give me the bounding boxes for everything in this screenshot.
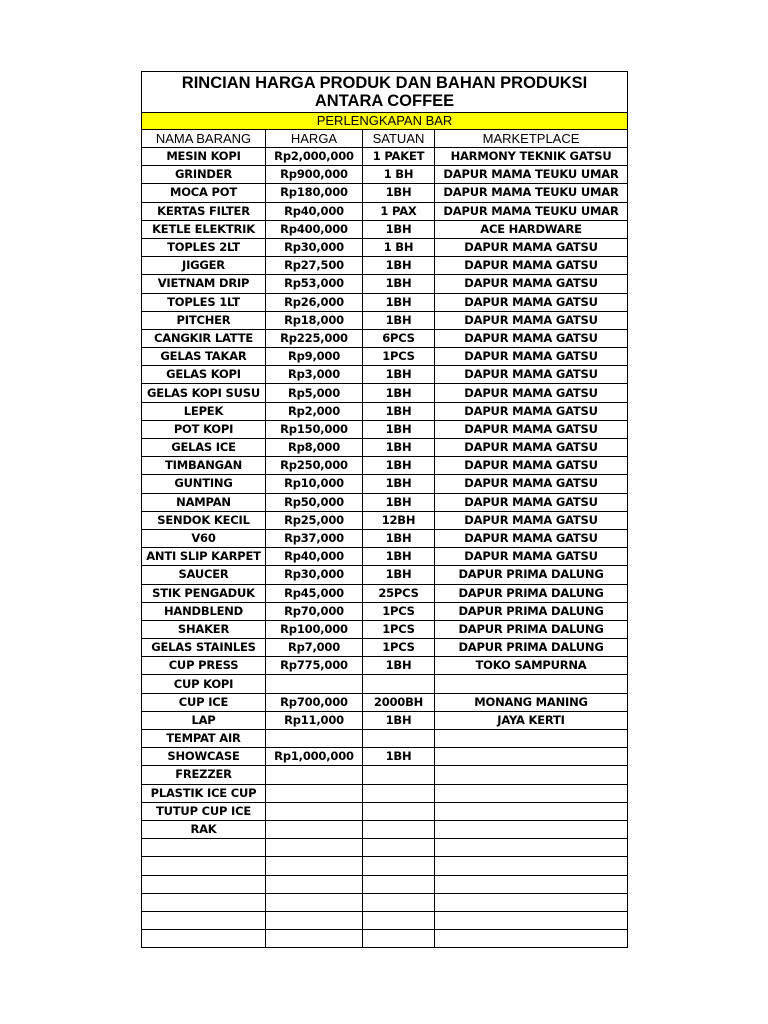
marketplace-cell: DAPUR MAMA GATSU xyxy=(435,366,628,384)
table-row xyxy=(142,475,628,493)
marketplace-cell: JAYA KERTI xyxy=(435,711,628,729)
col-header-marketplace: MARKETPLACE xyxy=(435,130,628,148)
item-name-cell: TUTUP CUP ICE xyxy=(142,802,266,820)
unit-cell xyxy=(363,802,435,820)
unit-cell: 1BH xyxy=(363,457,435,475)
section-header: PERLENGKAPAN BAR xyxy=(142,113,628,130)
price-cell: Rp11,000 xyxy=(266,711,363,729)
price-cell: Rp5,000 xyxy=(266,384,363,402)
table-row xyxy=(142,311,628,329)
item-name-cell: SHAKER xyxy=(142,620,266,638)
marketplace-cell: DAPUR MAMA TEUKU UMAR xyxy=(435,184,628,202)
unit-cell: 1BH xyxy=(363,529,435,547)
price-cell: Rp9,000 xyxy=(266,348,363,366)
price-cell: Rp180,000 xyxy=(266,184,363,202)
marketplace-cell: MONANG MANING xyxy=(435,693,628,711)
item-name-cell xyxy=(142,857,266,875)
item-name-cell: GRINDER xyxy=(142,166,266,184)
marketplace-cell: DAPUR MAMA GATSU xyxy=(435,493,628,511)
unit-cell: 1BH xyxy=(363,493,435,511)
marketplace-cell xyxy=(435,911,628,929)
unit-cell: 12BH xyxy=(363,511,435,529)
marketplace-cell: ACE HARDWARE xyxy=(435,220,628,238)
table-row xyxy=(142,839,628,857)
col-header-satuan: SATUAN xyxy=(363,130,435,148)
table-row xyxy=(142,820,628,838)
table-row xyxy=(142,420,628,438)
item-name-cell: GELAS KOPI SUSU xyxy=(142,384,266,402)
col-header-harga: HARGA xyxy=(266,130,363,148)
item-name-cell xyxy=(142,930,266,948)
item-name-cell: RAK xyxy=(142,820,266,838)
unit-cell: 1BH xyxy=(363,311,435,329)
item-name-cell: VIETNAM DRIP xyxy=(142,275,266,293)
unit-cell: 1BH xyxy=(363,384,435,402)
price-cell: Rp10,000 xyxy=(266,475,363,493)
table-row xyxy=(142,620,628,638)
price-cell: Rp150,000 xyxy=(266,420,363,438)
table-row xyxy=(142,748,628,766)
item-name-cell: V60 xyxy=(142,529,266,547)
marketplace-cell: TOKO SAMPURNA xyxy=(435,657,628,675)
unit-cell: 1BH xyxy=(363,548,435,566)
marketplace-cell xyxy=(435,820,628,838)
title-line-1: RINCIAN HARGA PRODUK DAN BAHAN PRODUKSI xyxy=(181,74,588,92)
item-name-cell xyxy=(142,893,266,911)
table-row xyxy=(142,293,628,311)
item-name-cell: GUNTING xyxy=(142,475,266,493)
table-row xyxy=(142,329,628,347)
marketplace-cell: DAPUR MAMA GATSU xyxy=(435,384,628,402)
unit-cell: 1PCS xyxy=(363,620,435,638)
unit-cell: 1BH xyxy=(363,366,435,384)
table-row xyxy=(142,257,628,275)
table-row xyxy=(142,602,628,620)
unit-cell: 1 PAX xyxy=(363,202,435,220)
price-cell xyxy=(266,820,363,838)
unit-cell: 1BH xyxy=(363,475,435,493)
price-cell: Rp250,000 xyxy=(266,457,363,475)
price-cell xyxy=(266,802,363,820)
marketplace-cell: DAPUR MAMA GATSU xyxy=(435,439,628,457)
table-row xyxy=(142,348,628,366)
unit-cell xyxy=(363,839,435,857)
table-row xyxy=(142,893,628,911)
marketplace-cell: DAPUR PRIMA DALUNG xyxy=(435,639,628,657)
marketplace-cell xyxy=(435,893,628,911)
unit-cell: 1 BH xyxy=(363,166,435,184)
price-cell: Rp3,000 xyxy=(266,366,363,384)
unit-cell: 1BH xyxy=(363,184,435,202)
unit-cell: 1BH xyxy=(363,566,435,584)
item-name-cell: SAUCER xyxy=(142,566,266,584)
price-cell: Rp18,000 xyxy=(266,311,363,329)
marketplace-cell: DAPUR MAMA GATSU xyxy=(435,293,628,311)
price-cell: Rp27,500 xyxy=(266,257,363,275)
unit-cell: 1BH xyxy=(363,257,435,275)
marketplace-cell: DAPUR MAMA GATSU xyxy=(435,311,628,329)
item-name-cell: CUP PRESS xyxy=(142,657,266,675)
price-cell xyxy=(266,930,363,948)
table-row xyxy=(142,584,628,602)
price-cell: Rp1,000,000 xyxy=(266,748,363,766)
table-row xyxy=(142,384,628,402)
price-cell: Rp225,000 xyxy=(266,329,363,347)
table-row xyxy=(142,402,628,420)
marketplace-cell: DAPUR MAMA GATSU xyxy=(435,257,628,275)
unit-cell xyxy=(363,784,435,802)
unit-cell: 1BH xyxy=(363,748,435,766)
table-row xyxy=(142,511,628,529)
marketplace-cell: DAPUR MAMA GATSU xyxy=(435,475,628,493)
marketplace-cell: DAPUR MAMA GATSU xyxy=(435,402,628,420)
unit-cell: 1 PAKET xyxy=(363,148,435,166)
price-cell: Rp53,000 xyxy=(266,275,363,293)
unit-cell xyxy=(363,893,435,911)
item-name-cell: JIGGER xyxy=(142,257,266,275)
price-cell: Rp40,000 xyxy=(266,202,363,220)
marketplace-cell: DAPUR PRIMA DALUNG xyxy=(435,602,628,620)
unit-cell xyxy=(363,675,435,693)
table-row xyxy=(142,657,628,675)
table-row xyxy=(142,711,628,729)
price-table xyxy=(141,71,628,948)
item-name-cell: TOPLES 2LT xyxy=(142,238,266,256)
unit-cell xyxy=(363,911,435,929)
sheet-title xyxy=(142,72,628,113)
unit-cell: 1BH xyxy=(363,420,435,438)
item-name-cell xyxy=(142,911,266,929)
unit-cell: 1PCS xyxy=(363,602,435,620)
table-row xyxy=(142,439,628,457)
marketplace-cell: DAPUR MAMA GATSU xyxy=(435,238,628,256)
item-name-cell: NAMPAN xyxy=(142,493,266,511)
marketplace-cell xyxy=(435,730,628,748)
item-name-cell: PITCHER xyxy=(142,311,266,329)
item-name-cell xyxy=(142,839,266,857)
price-cell: Rp45,000 xyxy=(266,584,363,602)
item-name-cell: SENDOK KECIL xyxy=(142,511,266,529)
item-name-cell: ANTI SLIP KARPET xyxy=(142,548,266,566)
item-name-cell: GELAS STAINLES xyxy=(142,639,266,657)
marketplace-cell: DAPUR MAMA GATSU xyxy=(435,275,628,293)
table-row xyxy=(142,493,628,511)
price-cell xyxy=(266,839,363,857)
table-row xyxy=(142,366,628,384)
price-cell: Rp37,000 xyxy=(266,529,363,547)
table-row xyxy=(142,184,628,202)
marketplace-cell: DAPUR MAMA GATSU xyxy=(435,529,628,547)
unit-cell: 1BH xyxy=(363,657,435,675)
column-header-row xyxy=(142,130,628,148)
col-header-nama-barang: NAMA BARANG xyxy=(142,130,266,148)
table-row xyxy=(142,275,628,293)
marketplace-cell xyxy=(435,675,628,693)
unit-cell xyxy=(363,857,435,875)
item-name-cell: CUP ICE xyxy=(142,693,266,711)
table-row xyxy=(142,166,628,184)
unit-cell: 1BH xyxy=(363,711,435,729)
item-name-cell: POT KOPI xyxy=(142,420,266,438)
price-cell: Rp775,000 xyxy=(266,657,363,675)
table-row xyxy=(142,911,628,929)
marketplace-cell xyxy=(435,857,628,875)
item-name-cell: LAP xyxy=(142,711,266,729)
item-name-cell: TOPLES 1LT xyxy=(142,293,266,311)
price-cell: Rp7,000 xyxy=(266,639,363,657)
marketplace-cell: DAPUR MAMA GATSU xyxy=(435,511,628,529)
item-name-cell: FREZZER xyxy=(142,766,266,784)
marketplace-cell: DAPUR MAMA GATSU xyxy=(435,329,628,347)
unit-cell xyxy=(363,730,435,748)
unit-cell: 6PCS xyxy=(363,329,435,347)
item-name-cell: MESIN KOPI xyxy=(142,148,266,166)
unit-cell: 1BH xyxy=(363,293,435,311)
price-cell xyxy=(266,875,363,893)
item-name-cell: PLASTIK ICE CUP xyxy=(142,784,266,802)
marketplace-cell: DAPUR MAMA GATSU xyxy=(435,348,628,366)
item-name-cell: LEPEK xyxy=(142,402,266,420)
item-name-cell: CANGKIR LATTE xyxy=(142,329,266,347)
unit-cell xyxy=(363,875,435,893)
unit-cell: 1BH xyxy=(363,439,435,457)
price-cell xyxy=(266,730,363,748)
item-name-cell: TIMBANGAN xyxy=(142,457,266,475)
marketplace-cell: HARMONY TEKNIK GATSU xyxy=(435,148,628,166)
table-row xyxy=(142,639,628,657)
title-line-2: ANTARA COFFEE xyxy=(314,92,455,110)
price-cell: Rp8,000 xyxy=(266,439,363,457)
price-cell: Rp700,000 xyxy=(266,693,363,711)
table-row xyxy=(142,238,628,256)
unit-cell: 1 BH xyxy=(363,238,435,256)
marketplace-cell xyxy=(435,875,628,893)
marketplace-cell: DAPUR MAMA GATSU xyxy=(435,457,628,475)
marketplace-cell: DAPUR PRIMA DALUNG xyxy=(435,620,628,638)
marketplace-cell xyxy=(435,839,628,857)
item-name-cell: GELAS TAKAR xyxy=(142,348,266,366)
marketplace-cell: DAPUR MAMA GATSU xyxy=(435,420,628,438)
marketplace-cell xyxy=(435,766,628,784)
marketplace-cell xyxy=(435,802,628,820)
price-cell: Rp2,000 xyxy=(266,402,363,420)
marketplace-cell: DAPUR PRIMA DALUNG xyxy=(435,584,628,602)
price-cell xyxy=(266,675,363,693)
table-row xyxy=(142,693,628,711)
table-row xyxy=(142,784,628,802)
unit-cell: 25PCS xyxy=(363,584,435,602)
unit-cell xyxy=(363,930,435,948)
table-row xyxy=(142,457,628,475)
table-row xyxy=(142,730,628,748)
unit-cell: 1BH xyxy=(363,220,435,238)
table-row xyxy=(142,148,628,166)
marketplace-cell xyxy=(435,930,628,948)
item-name-cell: CUP KOPI xyxy=(142,675,266,693)
price-cell: Rp40,000 xyxy=(266,548,363,566)
table-row xyxy=(142,675,628,693)
item-name-cell: STIK PENGADUK xyxy=(142,584,266,602)
price-cell: Rp26,000 xyxy=(266,293,363,311)
table-row xyxy=(142,930,628,948)
item-name-cell: MOCA POT xyxy=(142,184,266,202)
unit-cell: 1PCS xyxy=(363,348,435,366)
unit-cell: 2000BH xyxy=(363,693,435,711)
table-row xyxy=(142,875,628,893)
price-cell: Rp30,000 xyxy=(266,238,363,256)
price-cell: Rp30,000 xyxy=(266,566,363,584)
item-name-cell xyxy=(142,875,266,893)
price-cell: Rp2,000,000 xyxy=(266,148,363,166)
marketplace-cell: DAPUR PRIMA DALUNG xyxy=(435,566,628,584)
table-row xyxy=(142,202,628,220)
price-cell: Rp900,000 xyxy=(266,166,363,184)
price-cell xyxy=(266,857,363,875)
item-name-cell: GELAS KOPI xyxy=(142,366,266,384)
item-name-cell: GELAS ICE xyxy=(142,439,266,457)
unit-cell: 1BH xyxy=(363,275,435,293)
unit-cell: 1PCS xyxy=(363,639,435,657)
table-row xyxy=(142,802,628,820)
price-cell: Rp100,000 xyxy=(266,620,363,638)
marketplace-cell: DAPUR MAMA TEUKU UMAR xyxy=(435,202,628,220)
unit-cell xyxy=(363,766,435,784)
item-name-cell: KERTAS FILTER xyxy=(142,202,266,220)
price-cell: Rp25,000 xyxy=(266,511,363,529)
item-name-cell: TEMPAT AIR xyxy=(142,730,266,748)
price-cell xyxy=(266,784,363,802)
table-row xyxy=(142,566,628,584)
table-row xyxy=(142,766,628,784)
price-cell xyxy=(266,766,363,784)
price-cell: Rp70,000 xyxy=(266,602,363,620)
price-cell: Rp400,000 xyxy=(266,220,363,238)
table-row xyxy=(142,220,628,238)
item-name-cell: SHOWCASE xyxy=(142,748,266,766)
item-name-cell: HANDBLEND xyxy=(142,602,266,620)
marketplace-cell: DAPUR MAMA GATSU xyxy=(435,548,628,566)
table-row xyxy=(142,529,628,547)
marketplace-cell xyxy=(435,784,628,802)
table-row xyxy=(142,548,628,566)
unit-cell: 1BH xyxy=(363,402,435,420)
table-row xyxy=(142,857,628,875)
price-cell: Rp50,000 xyxy=(266,493,363,511)
marketplace-cell: DAPUR MAMA TEUKU UMAR xyxy=(435,166,628,184)
price-cell xyxy=(266,911,363,929)
unit-cell xyxy=(363,820,435,838)
price-cell xyxy=(266,893,363,911)
marketplace-cell xyxy=(435,748,628,766)
item-name-cell: KETLE ELEKTRIK xyxy=(142,220,266,238)
